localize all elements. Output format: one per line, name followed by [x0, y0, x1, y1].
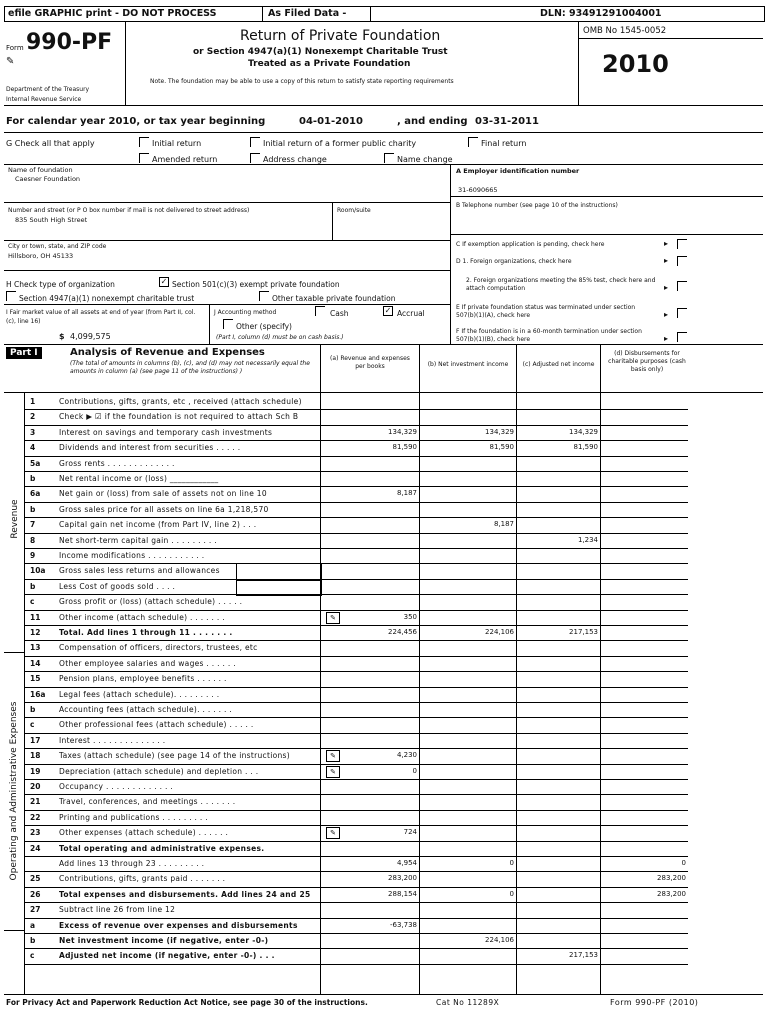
- line-number: b: [30, 705, 36, 714]
- line-number: 19: [30, 766, 41, 776]
- j-other-label: Other (specify): [236, 322, 292, 331]
- h-other-checkbox[interactable]: [259, 291, 269, 301]
- form-word: Form: [6, 44, 24, 52]
- table-row: [0, 579, 770, 594]
- initial-former-checkbox[interactable]: [250, 137, 260, 147]
- line-number: 26: [30, 889, 41, 899]
- name-of-foundation-label: Name of foundation: [8, 166, 73, 174]
- line-description: Gross sales less returns and allowances: [59, 566, 220, 576]
- table-row: [0, 548, 770, 563]
- f-arrow-icon: ▸: [664, 334, 669, 343]
- table-row: [0, 841, 770, 856]
- line-description: Occupancy . . . . . . . . . . . . .: [59, 782, 174, 791]
- line-number: 21: [30, 797, 41, 807]
- line-number: 9: [30, 551, 36, 560]
- e-arrow-icon: ▸: [664, 310, 669, 319]
- form-subtitle-1: or Section 4947(a)(1) Nonexempt Charitable Trust: [193, 47, 448, 57]
- calendar-prefix: For calendar year 2010, or tax year beginning: [6, 116, 266, 127]
- line-description: Contributions, gifts, grants paid . . . . . . .: [59, 874, 226, 884]
- name-change-label: Name change: [397, 155, 453, 164]
- d2-arrow-icon: ▸: [664, 283, 669, 292]
- line-number: 14: [30, 658, 41, 668]
- h-other-label: Other taxable private foundation: [272, 294, 396, 303]
- line-number: b: [30, 474, 36, 483]
- col-a-header: (a) Revenue and expenses per books: [330, 355, 410, 370]
- attachment-icon[interactable]: ✎: [326, 766, 340, 778]
- line-description: Excess of revenue over expenses and disbursements: [59, 920, 298, 930]
- table-row: [0, 902, 770, 917]
- table-row: [0, 656, 770, 671]
- line-number: c: [30, 720, 35, 730]
- line-number: 22: [30, 812, 41, 822]
- h-4947-checkbox[interactable]: [6, 291, 16, 301]
- i-value: 4,099,575: [70, 332, 111, 341]
- tax-year-end: 03-31-2011: [475, 116, 539, 127]
- line-description: Add lines 13 through 23 . . . . . . . . .: [59, 859, 205, 868]
- dln-label: DLN: 93491291004001: [540, 8, 662, 19]
- col-a-value: 724: [403, 828, 417, 837]
- col-b-value: 224,106: [485, 936, 514, 944]
- line-number: 20: [30, 782, 41, 791]
- phone-label: B Telephone number (see page 10 of the instructions): [456, 202, 618, 209]
- h-501c3-label: Section 501(c)(3) exempt private foundation: [172, 280, 340, 289]
- line-number: 2: [30, 412, 36, 422]
- table-row: [0, 779, 770, 794]
- line-number: 4: [30, 443, 36, 453]
- table-row: [0, 517, 770, 532]
- table-row: [0, 918, 770, 933]
- j-cash-checkbox[interactable]: [315, 306, 325, 316]
- line-description: Other income (attach schedule) . . . . . . .: [59, 612, 225, 622]
- table-row: [0, 671, 770, 686]
- j-note: (Part I, column (d) must be on cash basis.): [216, 334, 344, 341]
- street-value: 835 South High Street: [15, 216, 88, 224]
- d1-label: D 1. Foreign organizations, check here: [456, 258, 572, 265]
- line-description: Other professional fees (attach schedule) . . . . .: [59, 720, 254, 730]
- table-row: [0, 486, 770, 501]
- line-number: 1: [30, 397, 36, 406]
- address-change-label: Address change: [263, 155, 327, 164]
- i-label: I Fair market value of all assets at end of year (from Part II, col. (c), line 16): [6, 309, 196, 325]
- table-row: [0, 687, 770, 702]
- footer-form: Form 990-PF (2010): [610, 998, 699, 1007]
- c-arrow-icon: ▸: [664, 239, 669, 248]
- j-accrual-label: Accrual: [397, 309, 425, 318]
- amended-return-label: Amended return: [152, 155, 218, 164]
- form-icon: ✎: [6, 56, 15, 67]
- line-number: 18: [30, 751, 41, 761]
- city-value: Hillsboro, OH 45133: [8, 252, 74, 260]
- part1-title: Analysis of Revenue and Expenses: [70, 347, 265, 358]
- line-number: 15: [30, 674, 41, 684]
- d1-arrow-icon: ▸: [664, 256, 669, 265]
- efile-label: efile GRAPHIC print - DO NOT PROCESS: [8, 8, 217, 19]
- j-cash-label: Cash: [330, 309, 349, 318]
- part1-title-note: (The total of amounts in columns (b), (c), and (d) may not necessarily equal the amounts in column (a) (see page 11 of the instructions) ): [70, 360, 310, 375]
- line-description: Other expenses (attach schedule) . . . . . .: [59, 828, 229, 838]
- line-description: Net short-term capital gain . . . . . . . . .: [59, 535, 217, 545]
- col-c-value: 81,590: [573, 443, 598, 452]
- line-number: 13: [30, 643, 41, 653]
- form-title: Return of Private Foundation: [240, 28, 441, 44]
- table-row: [0, 440, 770, 455]
- dept-line-2: Internal Revenue Service: [6, 96, 82, 103]
- line-number: 7: [30, 520, 36, 530]
- address-change-checkbox[interactable]: [250, 153, 260, 163]
- table-row: [0, 856, 770, 871]
- side-expenses-label: Operating and Administrative Expenses: [9, 701, 19, 881]
- line-description: Accounting fees (attach schedule). . . . . . .: [59, 705, 233, 714]
- table-row: [0, 394, 770, 409]
- line-number: 11: [30, 612, 41, 622]
- attachment-icon[interactable]: ✎: [326, 827, 340, 839]
- line-description: Taxes (attach schedule) (see page 14 of the instructions): [59, 751, 290, 761]
- col-d-value: 283,200: [657, 889, 686, 898]
- line-description: Other employee salaries and wages . . . . . .: [59, 658, 236, 668]
- line-description: Interest . . . . . . . . . . . . . .: [59, 735, 166, 745]
- table-row: [0, 502, 770, 517]
- line-number: 25: [30, 874, 41, 884]
- side-revenue-label: Revenue: [10, 499, 20, 539]
- line-description: Travel, conferences, and meetings . . . . . . .: [59, 797, 236, 807]
- line-description: Total expenses and disbursements. Add lines 24 and 25: [59, 889, 311, 899]
- line-number: 6a: [30, 489, 41, 499]
- inline-entry-box[interactable]: [236, 579, 322, 596]
- form-note: Note. The foundation may be able to use a copy of this return to satisfy state reporting requirements: [150, 78, 454, 85]
- table-row: [0, 810, 770, 825]
- table-row: [0, 533, 770, 548]
- as-filed-label: As Filed Data -: [268, 8, 347, 19]
- f-label: F If the foundation is in a 60-month termination under section 507(b)(1)(B), check here: [456, 328, 642, 343]
- line-description: Income modifications . . . . . . . . . . .: [59, 551, 205, 560]
- col-d-header: (d) Disbursements for charitable purposes (cash basis only): [608, 350, 686, 373]
- line-description: Legal fees (attach schedule). . . . . . . . .: [59, 689, 220, 699]
- col-a-value: 350: [403, 612, 417, 621]
- line-number: c: [30, 597, 35, 607]
- j-label: J Accounting method: [214, 309, 277, 316]
- attachment-icon[interactable]: ✎: [326, 750, 340, 762]
- line-description: Net rental income or (loss) ____________: [59, 474, 219, 483]
- line-description: Net investment income (if negative, enter -0-): [59, 936, 269, 945]
- line-description: Compensation of officers, directors, trustees, etc: [59, 643, 258, 653]
- j-other-checkbox[interactable]: [223, 319, 233, 329]
- d1-checkbox[interactable]: [677, 256, 687, 266]
- line-description: Total operating and administrative expenses.: [59, 843, 265, 853]
- col-a-value: 8,187: [396, 489, 417, 498]
- table-row: [0, 640, 770, 655]
- room-label: Room/suite: [337, 207, 371, 214]
- h-4947-label: Section 4947(a)(1) nonexempt charitable trust: [19, 294, 195, 303]
- line-number: a: [30, 920, 36, 930]
- line-description: Capital gain net income (from Part IV, line 2) . . .: [59, 520, 257, 530]
- form-subtitle-2: Treated as a Private Foundation: [248, 59, 411, 69]
- table-row: [0, 456, 770, 471]
- table-row: [0, 871, 770, 886]
- line-number: 8: [30, 535, 36, 545]
- h-501c3-checkbox[interactable]: ✓: [160, 277, 168, 286]
- table-row: [0, 471, 770, 486]
- table-row: [0, 625, 770, 640]
- final-return-label: Final return: [481, 139, 527, 148]
- col-a-value: 4,230: [396, 751, 417, 760]
- table-row: [0, 425, 770, 440]
- initial-return-checkbox[interactable]: [139, 137, 149, 147]
- c-checkbox[interactable]: [677, 239, 687, 249]
- col-a-value: 288,154: [388, 889, 417, 898]
- d2-label: 2. Foreign organizations meeting the 85% test, check here and attach computation: [466, 277, 656, 292]
- initial-former-label: Initial return of a former public charity: [263, 139, 417, 148]
- line-number: 3: [30, 427, 36, 437]
- i-dollar: $: [59, 332, 65, 341]
- col-b-value: 0: [509, 889, 514, 898]
- col-a-value: 134,329: [388, 427, 417, 436]
- line-number: 27: [30, 905, 41, 915]
- col-d-value: 0: [681, 859, 686, 867]
- line-description: Pension plans, employee benefits . . . . . .: [59, 674, 227, 684]
- col-c-value: 217,153: [569, 628, 598, 636]
- col-a-value: 0: [412, 766, 417, 775]
- line-description: Gross profit or (loss) (attach schedule) . . . . .: [59, 597, 243, 607]
- h-label: H Check type of organization: [6, 280, 115, 289]
- dept-line-1: Department of the Treasury: [6, 86, 90, 93]
- e-checkbox[interactable]: [677, 308, 687, 318]
- line-number: 23: [30, 828, 41, 838]
- col-c-header: (c) Adjusted net income: [522, 361, 595, 368]
- line-number: 12: [30, 628, 41, 637]
- calendar-middle: , and ending: [397, 116, 468, 127]
- part1-badge: Part I: [6, 347, 42, 359]
- line-description: Gross rents . . . . . . . . . . . . .: [59, 458, 175, 468]
- table-row: [0, 748, 770, 763]
- name-change-checkbox[interactable]: [384, 153, 394, 163]
- footer-cat: Cat No 11289X: [436, 998, 500, 1007]
- table-row: [0, 610, 770, 625]
- col-b-value: 134,329: [485, 427, 514, 436]
- line-number: 24: [30, 843, 41, 853]
- table-row: [0, 733, 770, 748]
- table-row: [0, 594, 770, 609]
- table-row: [0, 764, 770, 779]
- line-description: Less Cost of goods sold . . . .: [59, 581, 176, 591]
- line-description: Interest on savings and temporary cash investments: [59, 427, 273, 437]
- line-number: c: [30, 951, 35, 961]
- d2-checkbox[interactable]: [677, 281, 687, 291]
- line-description: Check ▶ ☑ if the foundation is not required to attach Sch B: [59, 412, 299, 422]
- col-c-value: 217,153: [569, 951, 598, 960]
- form-number: 990-PF: [26, 30, 113, 55]
- col-c-value: 134,329: [569, 427, 598, 436]
- col-a-value: -63,738: [389, 920, 417, 929]
- tax-year-begin: 04-01-2010: [299, 116, 363, 127]
- g-label: G Check all that apply: [6, 139, 95, 148]
- line-number: 16a: [30, 689, 46, 699]
- line-description: Adjusted net income (if negative, enter -0-) . . .: [59, 951, 275, 961]
- footer-privacy: For Privacy Act and Paperwork Reduction Act Notice, see page 30 of the instructions.: [6, 998, 368, 1007]
- line-description: Depreciation (attach schedule) and depletion . . .: [59, 766, 259, 776]
- initial-return-label: Initial return: [152, 139, 202, 148]
- line-number: 17: [30, 735, 41, 745]
- foundation-name: Caesner Foundation: [15, 175, 81, 183]
- table-row: [0, 933, 770, 948]
- col-a-value: 283,200: [388, 874, 417, 883]
- attachment-icon[interactable]: ✎: [326, 612, 340, 624]
- omb-number: OMB No 1545-0052: [583, 26, 667, 36]
- city-label: City or town, state, and ZIP code: [8, 243, 107, 250]
- street-label: Number and street (or P O box number if mail is not delivered to street address): [8, 207, 250, 214]
- line-number: b: [30, 936, 36, 945]
- col-a-value: 224,456: [388, 628, 417, 636]
- table-row: [0, 702, 770, 717]
- col-b-value: 8,187: [493, 520, 514, 529]
- ein-value: 31-6090665: [458, 186, 498, 194]
- table-row: [0, 563, 770, 578]
- table-row: [0, 825, 770, 840]
- e-label: E If private foundation status was terminated under section 507(b)(1)(A), check here: [456, 304, 636, 319]
- f-checkbox[interactable]: [677, 332, 687, 342]
- table-row: [0, 409, 770, 424]
- table-row: [0, 948, 770, 963]
- line-description: Subtract line 26 from line 12: [59, 905, 176, 915]
- col-c-value: 1,234: [577, 535, 598, 544]
- table-row: [0, 887, 770, 902]
- table-row: [0, 794, 770, 809]
- line-number: 5a: [30, 458, 41, 468]
- col-d-value: 283,200: [657, 874, 686, 883]
- col-a-value: 81,590: [392, 443, 417, 452]
- tax-year: 2010: [602, 50, 669, 78]
- final-return-checkbox[interactable]: [468, 137, 478, 147]
- j-accrual-checkbox[interactable]: ✓: [384, 306, 392, 315]
- line-number: b: [30, 504, 36, 514]
- line-number: 10a: [30, 566, 46, 576]
- col-b-header: (b) Net investment income: [427, 361, 509, 368]
- table-row: [0, 717, 770, 732]
- amended-return-checkbox[interactable]: [139, 153, 149, 163]
- line-description: Net gain or (loss) from sale of assets not on line 10: [59, 489, 267, 499]
- line-description: Dividends and interest from securities . . . . .: [59, 443, 241, 453]
- line-description: Contributions, gifts, grants, etc , received (attach schedule): [59, 397, 302, 406]
- col-b-value: 0: [509, 859, 514, 867]
- col-a-value: 4,954: [396, 859, 417, 867]
- line-number: b: [30, 581, 36, 591]
- line-description: Total. Add lines 1 through 11 . . . . . . .: [59, 628, 233, 637]
- col-b-value: 81,590: [489, 443, 514, 452]
- line-description: Printing and publications . . . . . . . . .: [59, 812, 208, 822]
- c-label: C If exemption application is pending, check here: [456, 241, 605, 248]
- col-b-value: 224,106: [485, 628, 514, 636]
- ein-label: A Employer identification number: [456, 167, 580, 175]
- line-description: Gross sales price for all assets on line 6a 1,218,570: [59, 504, 269, 514]
